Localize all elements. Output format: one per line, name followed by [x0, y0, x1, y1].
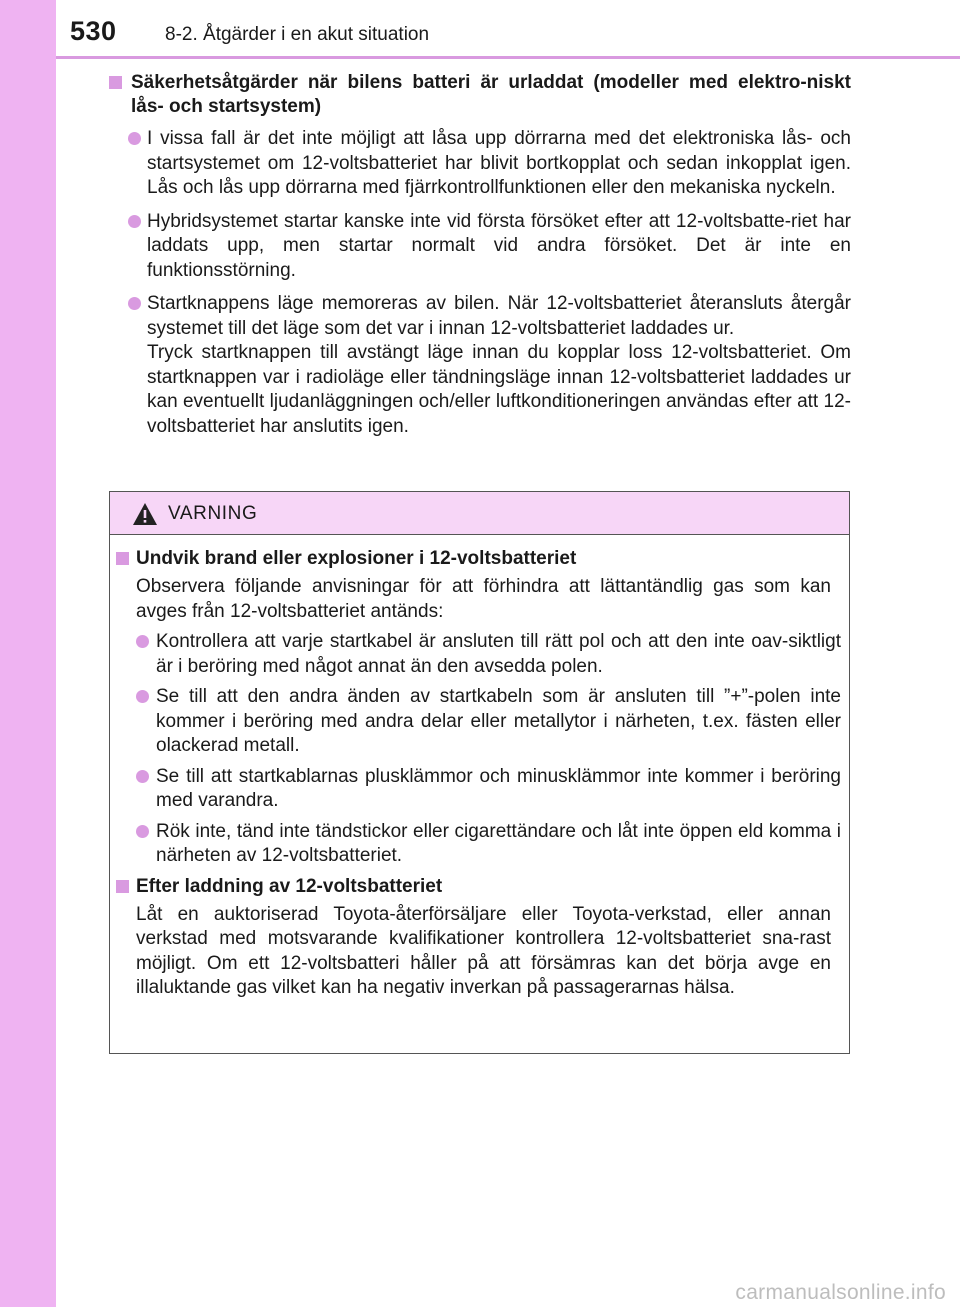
list-item — [116, 765, 841, 814]
list-item — [109, 127, 851, 201]
warning-heading-text: Efter laddning av 12-voltsbatteriet — [136, 875, 443, 897]
list-item — [116, 630, 841, 679]
bullet-list — [109, 127, 851, 439]
square-bullet-icon — [116, 552, 129, 565]
warning-heading-text: Undvik brand eller explosioner i 12-voltsbatteriet — [136, 548, 577, 569]
section-heading — [109, 71, 851, 119]
list-item-text: Rök inte, tänd inte tändstickor eller cigarettändare och låt inte öppen eld komma i närheten av 12-voltsbatteriet. — [156, 820, 841, 866]
round-bullet-icon — [136, 635, 149, 648]
round-bullet-icon — [128, 297, 141, 310]
paragraph: Hybridsystemet startar kanske inte vid första försöket efter att 12-voltsbatte-riet har laddats upp, men startar normalt vid andra försöket. Det är inte en funktionsstörning. — [147, 210, 851, 281]
main-section — [109, 71, 851, 448]
square-bullet-icon — [116, 880, 129, 893]
round-bullet-icon — [128, 215, 141, 228]
warning-intro: Observera följande anvisningar för att förhindra att lättantändlig gas som kan avges från 12-voltsbatteriet antänds: — [136, 576, 831, 622]
round-bullet-icon — [136, 825, 149, 838]
warning-section-fire — [116, 547, 841, 869]
list-item — [109, 210, 851, 284]
warning-body — [110, 535, 849, 1001]
section-heading-text: Säkerhetsåtgärder när bilens batteri är urladdat (modeller med elektro-niskt lås- och startsystem) — [131, 72, 851, 117]
round-bullet-icon — [128, 132, 141, 145]
paragraph: Tryck startknappen till avstängt läge innan du kopplar loss 12-voltsbatteriet. Om startknappen var i radioläge eller tändningsläge innan 12-voltsbatteriet laddades ur kan eventuellt ljudanläggningen och/eller luftkonditioneringen användas efter att 12-voltsbatteriet har anslutits igen. — [147, 342, 851, 437]
paragraph: I vissa fall är det inte möjligt att låsa upp dörrarna med det elektroniska lås- och startsystemet om 12-voltsbatteriet har blivit bortkopplat och sedan inkopplat igen. Lås och lås upp dörrarna med fjärrkontrollfunktionen eller den mekaniska nyckeln. — [147, 128, 851, 198]
list-item — [116, 685, 841, 759]
paragraph: Startknappens läge memoreras av bilen. När 12-voltsbatteriet återansluts återgår systemet till det läge som det var i innan 12-voltsbatteriet laddades ur. — [147, 293, 851, 339]
header-divider — [56, 56, 960, 59]
square-bullet-icon — [109, 76, 122, 89]
side-band — [0, 0, 56, 1307]
warning-section-heading — [116, 547, 841, 571]
warning-list — [116, 630, 841, 869]
warning-triangle-icon — [132, 502, 158, 526]
list-item-text: Se till att startkablarnas plusklämmor och minusklämmor inte kommer i beröring med varandra. — [156, 765, 841, 811]
round-bullet-icon — [136, 770, 149, 783]
list-item — [116, 820, 841, 869]
round-bullet-icon — [136, 690, 149, 703]
warning-box — [109, 491, 850, 1054]
warning-header — [110, 492, 849, 535]
watermark: carmanualsonline.info — [735, 1281, 946, 1304]
warning-section-heading — [116, 875, 841, 899]
page-number: 530 — [70, 16, 117, 46]
warning-title: VARNING — [168, 503, 258, 524]
list-item — [109, 292, 851, 439]
chapter-title: 8-2. Åtgärder i en akut situation — [165, 24, 430, 45]
warning-body-text: Låt en auktoriserad Toyota-återförsäljare eller Toyota-verkstad, eller annan verkstad med motsvarande kvalifikationer kontrollera 12-voltsbatteriet sna-rast möjligt. Om ett 12-voltsbatteri håller på att försämras kan det börja avge en illaluktande gas vilket kan ha negativ inverkan på passagerarnas hälsa. — [136, 903, 831, 998]
list-item-text: Se till att den andra änden av startkabeln som är ansluten till ”+”-polen inte kommer i beröring med andra delar eller metallytor i närheten, t.ex. fästen eller olackerad metall. — [156, 686, 841, 756]
warning-section-after-charging — [116, 875, 841, 1001]
list-item-text: Kontrollera att varje startkabel är ansluten till rätt pol och att den inte oav-siktligt är i beröring med något annat än den avsedda polen. — [156, 631, 841, 677]
